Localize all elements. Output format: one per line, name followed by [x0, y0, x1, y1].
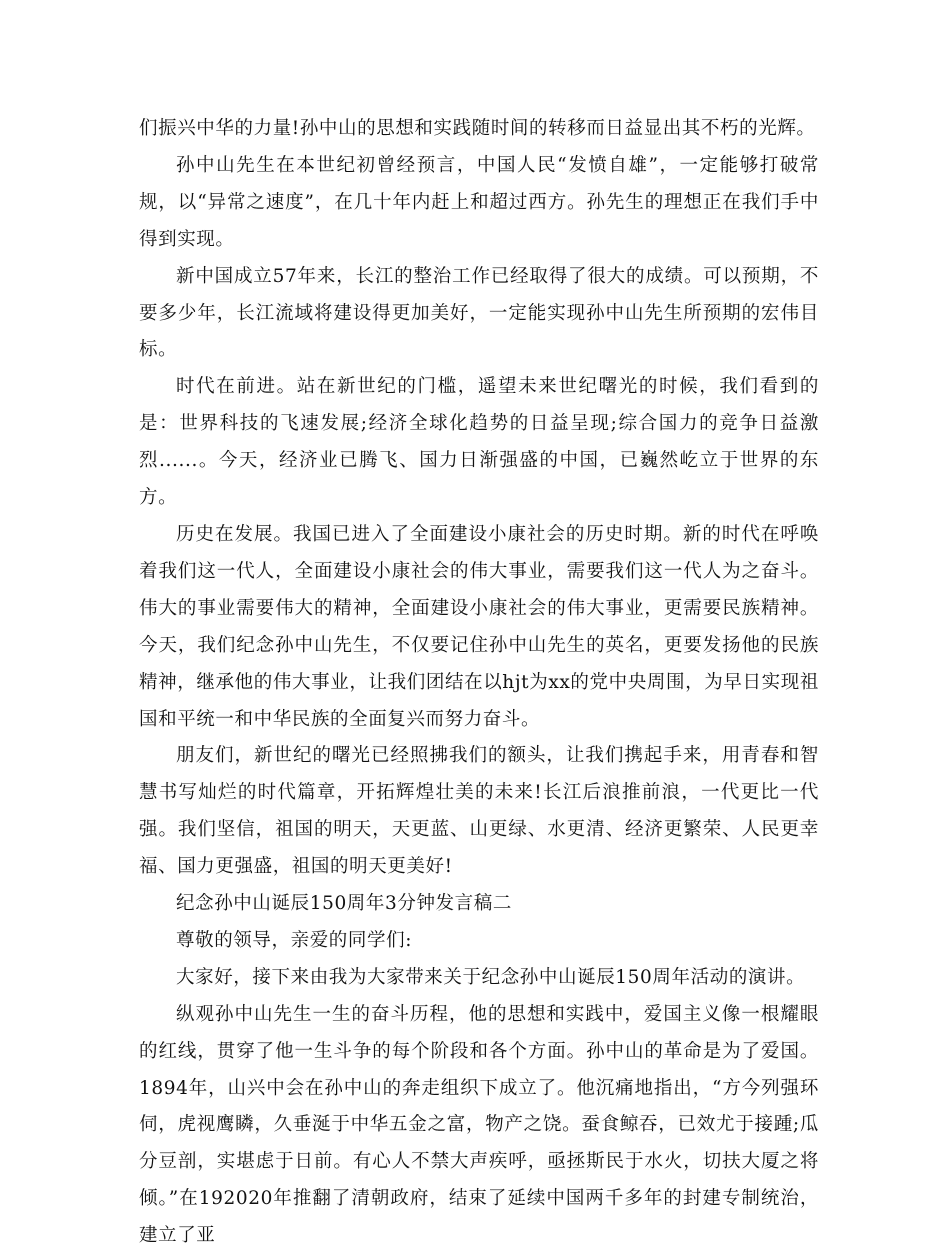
paragraph-6: 朋友们，新世纪的曙光已经照拂我们的额头，让我们携起手来，用青春和智慧书写灿烂的时代篇章，开拓辉煌壮美的未来!长江后浪推前浪，一代更比一代强。我们坚信，祖国的明天，天更蓝、山更绿、水更清、经济更繁荣、人民更幸福、国力更强盛，祖国的明天更美好!: [139, 745, 819, 878]
section-heading: 纪念孙中山诞辰150周年3分钟发言稿二: [176, 893, 512, 915]
paragraph-2: 孙中山先生在本世纪初曾经预言，中国人民“发愤自雄”，一定能够打破常规，以“异常之速度”，在几十年内赶上和超过西方。孙先生的理想正在我们手中得到实现。: [139, 154, 819, 250]
salutation: 尊敬的领导，亲爱的同学们:: [176, 929, 413, 951]
paragraph-1: 们振兴中华的力量!孙中山的思想和实践随时间的转移而日益显出其不朽的光辉。: [139, 118, 816, 139]
paragraph-7: 大家好，接下来由我为大家带来关于纪念孙中山诞辰150周年活动的演讲。: [176, 966, 806, 988]
paragraph-3: 新中国成立57年来，长江的整治工作已经取得了很大的成绩。可以预期，不要多少年，长江流域将建设得更加美好，一定能实现孙中山先生所预期的宏伟目标。: [139, 265, 819, 361]
paragraph-8: 纵观孙中山先生一生的奋斗历程，他的思想和实践中，爱国主义像一根耀眼的红线，贯穿了他一生斗争的每个阶段和各个方面。孙中山的革命是为了爱国。1894年，山兴中会在孙中山的奔走组织下成立了。他沉痛地指出，“方今列强环伺，虎视鹰瞵，久垂涎于中华五金之富，物产之饶。蚕食鲸吞，已效尤于接踵;瓜分豆剖，实堪虑于日前。有心人不禁大声疾呼，亟拯斯民于水火，切扶大厦之将倾。”在192020年推翻了清朝政府，结束了延续中国两千多年的封建专制统治，建立了亚: [139, 1003, 819, 1247]
paragraph-5: 历史在发展。我国已进入了全面建设小康社会的历史时期。新的时代在呼唤着我们这一代人，全面建设小康社会的伟大事业，需要我们这一代人为之奋斗。伟大的事业需要伟大的精神，全面建设小康社会的伟大事业，更需要民族精神。今天，我们纪念孙中山先生，不仅要记住孙中山先生的英名，更要发扬他的民族精神，继承他的伟大事业，让我们团结在以hjt为xx的党中央周围，为早日实现祖国和平统一和中华民族的全面复兴而努力奋斗。: [139, 523, 819, 730]
paragraph-4: 时代在前进。站在新世纪的门槛，遥望未来世纪曙光的时候，我们看到的是：世界科技的飞速发展;经济全球化趋势的日益呈现;综合国力的竞争日益激烈......。今天，经济业已腾飞、国力日渐强盛的中国，已巍然屹立于世界的东方。: [139, 376, 819, 509]
document-body: [139, 111, 819, 1255]
